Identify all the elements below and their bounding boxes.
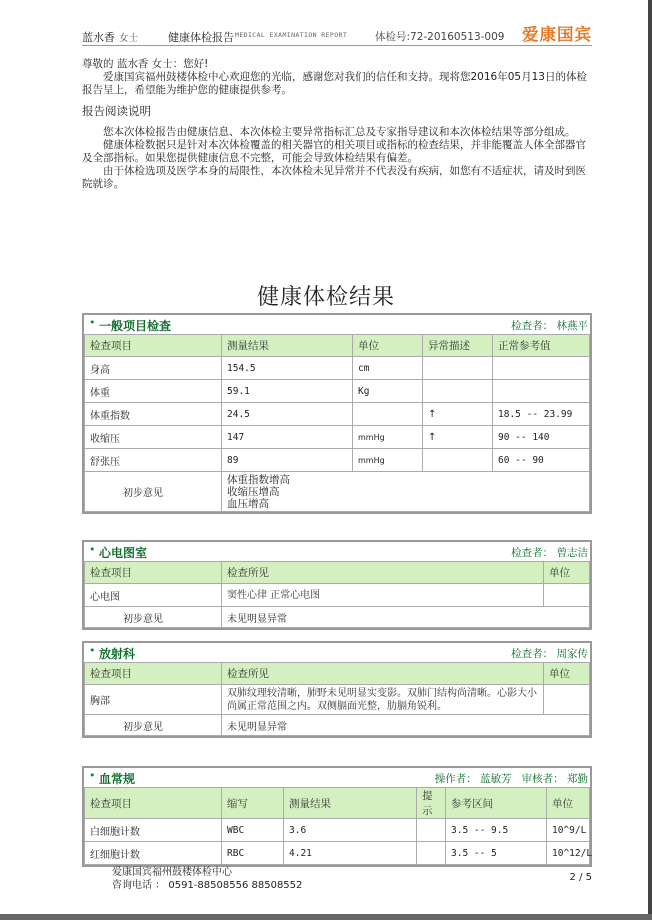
section-title: 血常规	[99, 772, 136, 786]
table-row	[85, 403, 590, 426]
radiology-table	[84, 662, 590, 736]
abnormal-flag	[423, 357, 493, 380]
reference-range: 3.5 -- 5	[446, 842, 547, 865]
opinion-label: 初步意见	[85, 715, 222, 736]
opinion-label: 初步意见	[85, 607, 222, 628]
section-title: 心电图室	[99, 546, 148, 560]
col-header: 测量结果	[222, 335, 353, 357]
header-divider	[82, 45, 592, 46]
contact-phone: 咨询电话 ： 0591-88508556 88508552	[112, 880, 303, 891]
operator-name: 操作者： 蓝敏芳	[434, 773, 512, 785]
report-title-en: MEDICAL EXAMINATION REPORT	[235, 31, 348, 39]
finding: 双肺纹理较清晰，肺野未见明显实变影。双肺门结构尚清晰。心影大小尚属正常范围之内。双侧膈面光整，肋膈角锐利。	[222, 685, 544, 715]
bullet-icon: •	[89, 769, 96, 782]
exam-number: 体检号:72-20160513-009	[375, 31, 505, 43]
finding: 窦性心律 正常心电图	[222, 584, 544, 607]
operator-reviewer	[435, 771, 588, 786]
section-header	[84, 542, 590, 561]
item-name: 心电图	[85, 584, 222, 607]
result-value: 3.6	[284, 819, 417, 842]
unit: cm	[353, 357, 423, 380]
checker-name: 检查者： 周家传	[511, 648, 588, 660]
table-row	[85, 584, 590, 607]
bullet-icon: •	[89, 644, 96, 657]
section-title: 放射科	[99, 647, 136, 661]
blood-routine-section	[82, 766, 592, 867]
table-header-row	[85, 335, 590, 357]
report-title: 健康体检报告	[168, 31, 234, 44]
reference-range: 18.5 -- 23.99	[493, 403, 590, 426]
result-value: 89	[222, 449, 353, 472]
opinion-row	[85, 715, 590, 736]
opinion-line: 血压增高	[227, 497, 269, 510]
col-header: 单位	[547, 788, 590, 819]
intro-section	[82, 58, 592, 191]
table-row	[85, 685, 590, 715]
report-header	[82, 26, 592, 44]
hint	[417, 842, 446, 865]
col-header: 检查项目	[85, 663, 222, 685]
item-name: 身高	[85, 357, 222, 380]
table-row	[85, 819, 590, 842]
table-header-row	[85, 788, 590, 819]
page-number: 2 / 5	[569, 872, 592, 883]
opinion-row	[85, 472, 590, 512]
table-row	[85, 426, 590, 449]
result-value: 154.5	[222, 357, 353, 380]
patient-gender: 女士	[119, 33, 139, 44]
results-title: 健康体检结果	[256, 285, 395, 310]
opinion-text	[222, 472, 590, 512]
col-header: 检查项目	[85, 335, 222, 357]
abnormal-flag: ↑	[423, 426, 493, 449]
result-value: 59.1	[222, 380, 353, 403]
reference-range: 90 -- 140	[493, 426, 590, 449]
checker-name: 检查者： 曾志洁	[511, 547, 588, 559]
opinion-label: 初步意见	[85, 472, 222, 512]
greeting: 尊敬的 蓝水香 女士：您好!	[82, 58, 209, 70]
col-header: 检查所见	[222, 663, 544, 685]
unit: mmHg	[353, 426, 423, 449]
ecg-section	[82, 540, 592, 630]
unit: mmHg	[353, 449, 423, 472]
abnormal-flag	[423, 380, 493, 403]
unit: 10^12/L	[547, 842, 590, 865]
blood-routine-table	[84, 787, 593, 865]
item-name: 体重指数	[85, 403, 222, 426]
unit	[544, 685, 590, 715]
col-header: 检查项目	[85, 562, 222, 584]
reading-guide-title: 报告阅读说明	[82, 104, 151, 118]
brand-logo: 爱康国宾	[522, 25, 592, 44]
reference-range	[493, 380, 590, 403]
item-name: 白细胞计数	[85, 819, 222, 842]
item-name: 收缩压	[85, 426, 222, 449]
table-row	[85, 842, 590, 865]
col-header: 测量结果	[284, 788, 417, 819]
reference-range	[493, 357, 590, 380]
bullet-icon: •	[89, 543, 96, 556]
reviewer-name: 审核者： 郑勤	[521, 773, 588, 785]
hint	[417, 819, 446, 842]
item-name: 舒张压	[85, 449, 222, 472]
unit	[353, 403, 423, 426]
opinion-line: 体重指数增高	[227, 473, 290, 486]
opinion-line: 收缩压增高	[227, 485, 280, 498]
section-header	[84, 643, 590, 662]
abnormal-flag: ↑	[423, 403, 493, 426]
result-value: 24.5	[222, 403, 353, 426]
item-name: 红细胞计数	[85, 842, 222, 865]
ecg-table	[84, 561, 590, 628]
page-border-right	[648, 0, 652, 920]
reading-guide-para-3: 由于体检选项及医学本身的局限性，本次体检未见异常并不代表没有疾病，如您有不适症状，请及时到医院就诊。	[82, 165, 586, 190]
col-header: 正常参考值	[493, 335, 590, 357]
radiology-section	[82, 641, 592, 738]
col-header: 异常描述	[423, 335, 493, 357]
abbreviation: WBC	[222, 819, 284, 842]
col-header: 参考区间	[446, 788, 547, 819]
opinion-text: 未见明显异常	[222, 715, 590, 736]
abnormal-flag	[423, 449, 493, 472]
result-value: 147	[222, 426, 353, 449]
reading-guide-para-1: 您本次体检报告由健康信息、本次体检主要异常指标汇总及专家指导建议和本次体检结果等部分组成。	[103, 126, 576, 138]
unit: 10^9/L	[547, 819, 590, 842]
unit: Kg	[353, 380, 423, 403]
checker-name: 检查者： 林燕平	[511, 320, 588, 332]
col-header: 单位	[353, 335, 423, 357]
patient-name: 蓝水香	[82, 31, 115, 44]
table-header-row	[85, 663, 590, 685]
unit	[544, 584, 590, 607]
col-header: 提示	[417, 788, 446, 819]
page-footer	[112, 866, 592, 892]
table-header-row	[85, 562, 590, 584]
opinion-row	[85, 607, 590, 628]
reference-range: 60 -- 90	[493, 449, 590, 472]
welcome-text: 爱康国宾福州鼓楼体检中心欢迎您的光临，感谢您对我们的信任和支持。现将您2016年05月13日的体检报告呈上，希望能为维护您的健康提供参考。	[82, 71, 587, 96]
reading-guide-para-2: 健康体检数据只是针对本次体检覆盖的相关器官的相关项目或指标的检查结果，并非能覆盖人体全部器官及全部指标。如果您提供健康信息不完整，可能会导致体检结果有偏差。	[82, 139, 586, 164]
col-header: 缩写	[222, 788, 284, 819]
item-name: 胸部	[85, 685, 222, 715]
table-row	[85, 357, 590, 380]
page-border-bottom	[0, 914, 652, 920]
reference-range: 3.5 -- 9.5	[446, 819, 547, 842]
abbreviation: RBC	[222, 842, 284, 865]
section-header	[84, 315, 590, 334]
table-row	[85, 380, 590, 403]
bullet-icon: •	[89, 316, 96, 329]
item-name: 体重	[85, 380, 222, 403]
section-title: 一般项目检查	[99, 319, 172, 333]
col-header: 单位	[544, 562, 590, 584]
general-exam-table	[84, 334, 590, 512]
result-value: 4.21	[284, 842, 417, 865]
col-header: 单位	[544, 663, 590, 685]
section-header	[84, 768, 590, 787]
col-header: 检查项目	[85, 788, 222, 819]
general-exam-section	[82, 313, 592, 514]
col-header: 检查所见	[222, 562, 544, 584]
table-row	[85, 449, 590, 472]
opinion-text: 未见明显异常	[222, 607, 590, 628]
center-name: 爱康国宾福州鼓楼体检中心	[112, 867, 232, 878]
